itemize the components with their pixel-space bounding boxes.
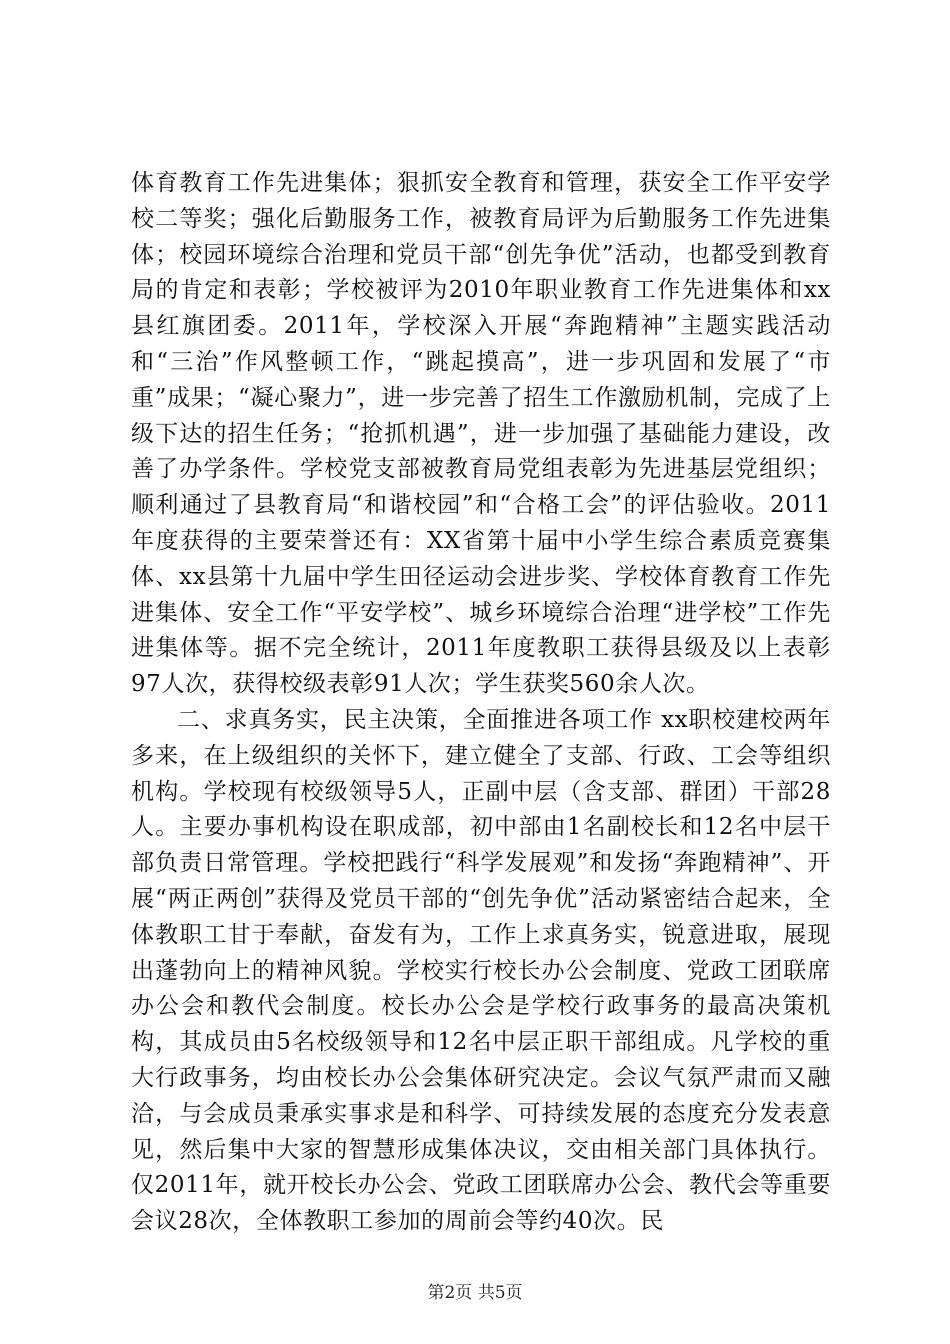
paragraph-2: 二、求真务实，民主决策，全面推进各项工作 xx职校建校两年多来，在上级组织的关怀下，建立健全了支部、行政、工会等组织机构。学校现有校级领导5人，正副中层（含支部、群团）干部28人。主要办事机构设在职成部，初中部由1名副校长和12名中层干部负责日常管理。学校把践行“科学发展观”和发扬“奔跑精神”、开展“两正两创”获得及党员干部的“创先争优”活动紧密结合起来，全体教职工甘于奉献，奋发有为，工作上求真务实，锐意进取，展现出蓬勃向上的精神风貌。学校实行校长办公会制度、党政工团联席办公会和教代会制度。校长办公会是学校行政事务的最高决策机构，其成员由5名校级领导和12名中层正职干部组成。凡学校的重大行政事务，均由校长办公会集体研究决定。会议气氛严肃而又融洽，与会成员秉承实事求是和科学、可持续发展的态度充分发表意见，然后集中大家的智慧形成集体决议，交由相关部门具体执行。仅2011年，就开校长办公会、党政工团联席办公会、教代会等重要会议28次，全体教职工参加的周前会等约40次。民 [131,706,831,1235]
document-body [131,166,831,1240]
page-number-footer: 第2页 共5页 [427,1283,523,1303]
paragraph-1: 体育教育工作先进集体；狠抓安全教育和管理，获安全工作平安学校二等奖；强化后勤服务工作，被教育局评为后勤服务工作先进集体；校园环境综合治理和党员干部“创先争优”活动，也都受到教育局的肯定和表彰；学校被评为2010年职业教育工作先进集体和xx县红旗团委。2011年，学校深入开展“奔跑精神”主题实践活动和“三治”作风整顿工作，“跳起摸高”，进一步巩固和发展了“市重”成果；“凝心聚力”，进一步完善了招生工作激励机制，完成了上级下达的招生任务；“抢抓机遇”，进一步加强了基础能力建设，改善了办学条件。学校党支部被教育局党组表彰为先进基层党组织；顺利通过了县教育局“和谐校园”和“合格工会”的评估验收。2011年度获得的主要荣誉还有：XX省第十届中小学生综合素质竞赛集体、xx县第十九届中学生田径运动会进步奖、学校体育教育工作先进集体、安全工作“平安学校”、城乡环境综合治理“进学校”工作先进集体等。据不完全统计，2011年度教职工获得县级及以上表彰97人次，获得校级表彰91人次；学生获奖560余人次。 [131,170,831,698]
